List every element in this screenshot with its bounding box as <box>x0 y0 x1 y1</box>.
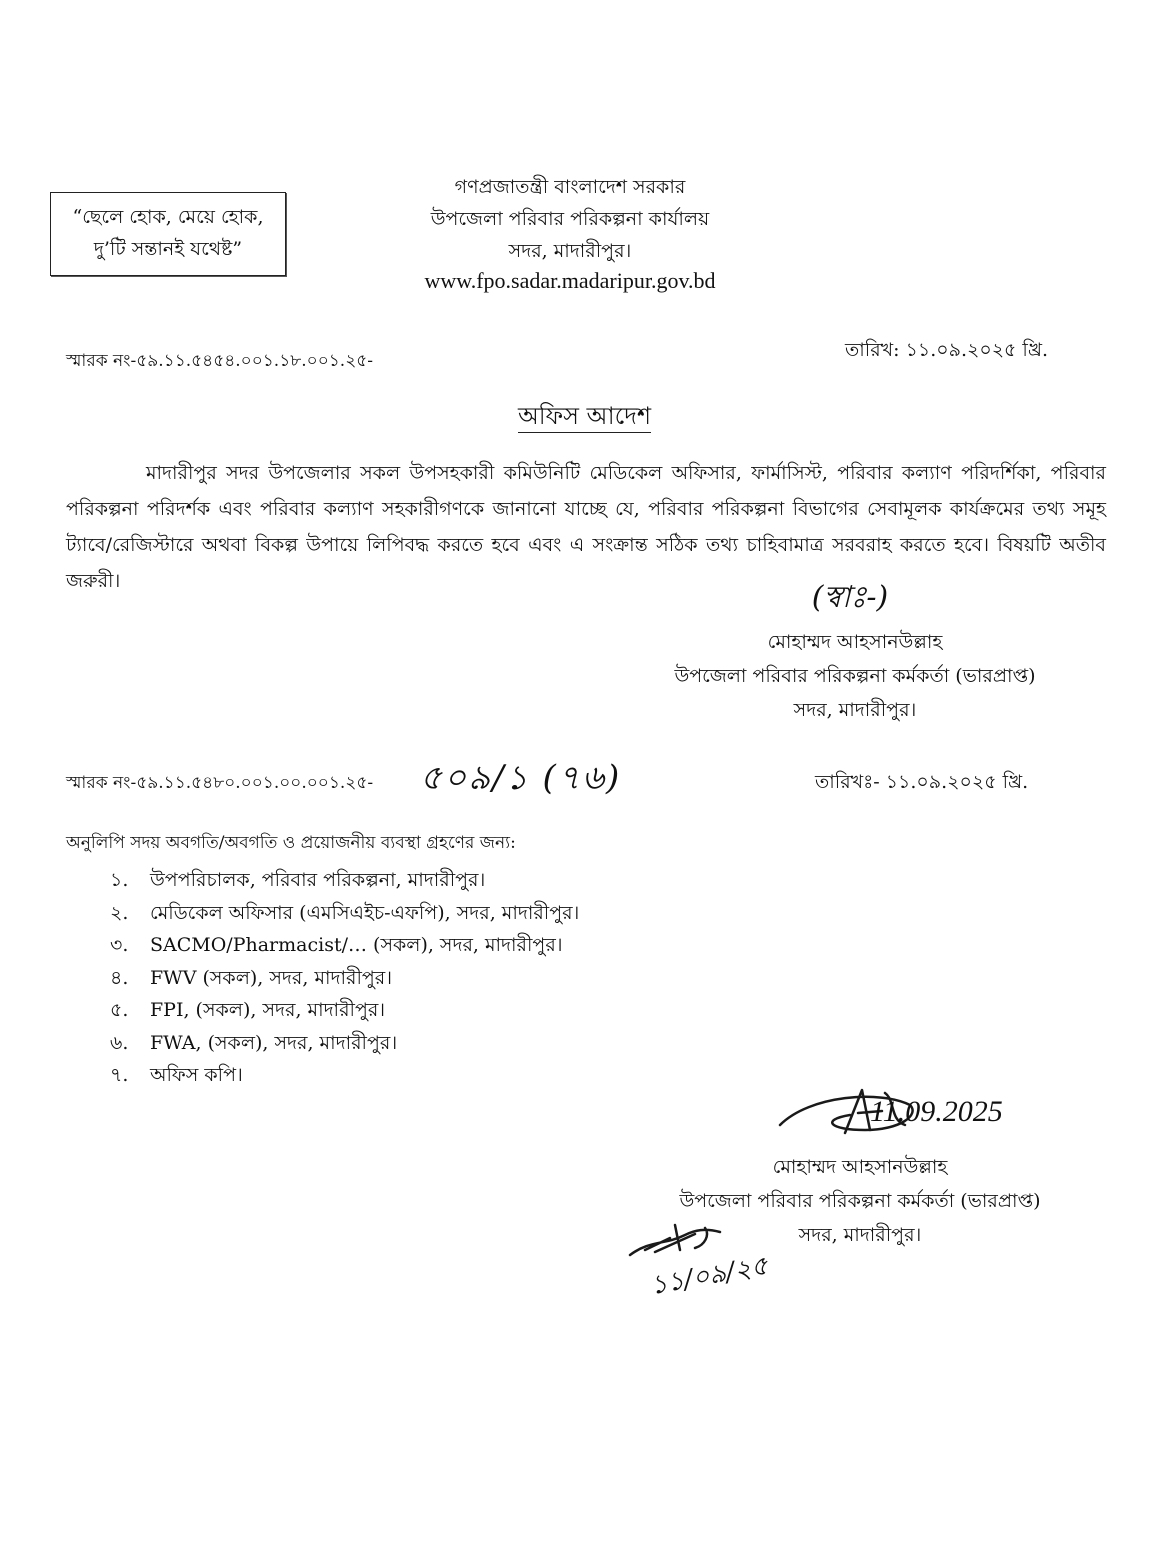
order-title: অফিস আদেশ <box>0 398 1169 438</box>
cc-item-number: ১. <box>110 869 129 891</box>
signature2-designation: উপজেলা পরিবার পরিকল্পনা কর্মকর্তা (ভারপ্রাপ্ত) <box>679 1190 1041 1212</box>
cc-list-item <box>110 1059 579 1092</box>
memo1-date: তারিখ: ১১.০৯.২০২৫ খ্রি. <box>845 339 1049 361</box>
signature2-location: সদর, মাদারীপুর। <box>798 1224 922 1246</box>
cc-list <box>110 864 579 1092</box>
slogan-box <box>50 192 286 276</box>
signature1-name: মোহাম্মদ আহসানউল্লাহ <box>767 631 943 653</box>
cc-item-text: FPI, (সকল), সদর, মাদারীপুর। <box>150 999 386 1021</box>
cc-list-item <box>110 962 579 995</box>
cc-item-text: উপপরিচালক, পরিবার পরিকল্পনা, মাদারীপুর। <box>150 869 486 891</box>
slogan-line-1: “ছেলে হোক, মেয়ে হোক, <box>72 206 264 228</box>
memo2-handwritten-number: ৫০৯/১ (৭৬) <box>420 758 622 798</box>
header-government: গণপ্রজাতন্ত্রী বাংলাদেশ সরকার <box>454 176 686 198</box>
cc-item-number: ৫. <box>110 999 129 1021</box>
memo2-date: তারিখঃ- ১১.০৯.২০২৫ খ্রি. <box>815 771 1029 793</box>
cc-list-item <box>110 994 579 1027</box>
header-website[interactable]: www.fpo.sadar.madaripur.gov.bd <box>424 268 716 293</box>
memo1-ref: স্মারক নং-৫৯.১১.৫৪৫৪.০০১.১৮.০০১.২৫- <box>66 351 374 371</box>
signature1-designation: উপজেলা পরিবার পরিকল্পনা কর্মকর্তা (ভারপ্রাপ্ত) <box>674 665 1036 687</box>
signature1-block <box>660 625 1050 727</box>
signature1-location: সদর, মাদারীপুর। <box>793 699 917 721</box>
cc-item-text: SACMO/Pharmacist/… (সকল), সদর, মাদারীপুর। <box>150 934 563 956</box>
cc-list-item <box>110 864 579 897</box>
header-location: সদর, মাদারীপুর। <box>508 240 632 262</box>
cc-item-text: FWV (সকল), সদর, মাদারীপুর। <box>150 966 393 989</box>
header-office: উপজেলা পরিবার পরিকল্পনা কার্যালয় <box>430 208 710 230</box>
memo2-ref: স্মারক নং-৫৯.১১.৫৪৮০.০০১.০০.০০১.২৫- <box>66 773 374 793</box>
slogan-line-2: দু’টি সন্তানই যথেষ্ট” <box>93 238 243 260</box>
cc-intro: অনুলিপি সদয় অবগতি/অবগতি ও প্রয়োজনীয় ব্যবস্থা গ্রহণের জন্য: <box>66 833 516 853</box>
initial-date: ১১/০৯/২৫ <box>648 1250 771 1302</box>
cc-item-number: ৬. <box>110 1031 129 1054</box>
cc-item-text: মেডিকেল অফিসার (এমসিএইচ-এফপি), সদর, মাদারীপুর। <box>150 901 580 924</box>
cc-item-number: ৪. <box>110 966 129 989</box>
cc-item-number: ৭. <box>110 1064 129 1086</box>
signature2-handwritten-date: 11.09.2025 <box>870 1095 1003 1128</box>
cc-item-text: FWA, (সকল), সদর, মাদারীপুর। <box>150 1031 398 1054</box>
order-body: মাদারীপুর সদর উপজেলার সকল উপসহকারী কমিউনিটি মেডিকেল অফিসার, ফার্মাসিস্ট, পরিবার কল্যাণ পরিদর্শিকা, পরিবার পরিকল্পনা পরিদর্শক এবং পরিবার কল্যাণ সহকারীগণকে জানানো যাচ্ছে যে, পরিবার পরিকল্পনা বিভাগের সেবামূলক কার্যক্রমের তথ্য সমূহ ট্যাবে/রেজিস্টারে অথবা বিকল্প উপায়ে লিপিবদ্ধ করতে হবে এবং এ সংক্রান্ত সঠিক তথ্য চাহিবামাত্র সরবরাহ করতে হবে। বিষয়টি অতীব জরুরী। <box>66 462 1106 592</box>
cc-item-number: ৩. <box>110 934 129 956</box>
signature2-name: মোহাম্মদ আহসানউল্লাহ <box>772 1156 948 1178</box>
cc-list-item <box>110 929 579 962</box>
signature-stamp: (স্বাঃ-) <box>811 580 889 615</box>
cc-list-item <box>110 897 579 930</box>
cc-item-number: ২. <box>110 901 129 924</box>
cc-list-item <box>110 1027 579 1060</box>
cc-item-text: অফিস কপি। <box>150 1064 243 1086</box>
